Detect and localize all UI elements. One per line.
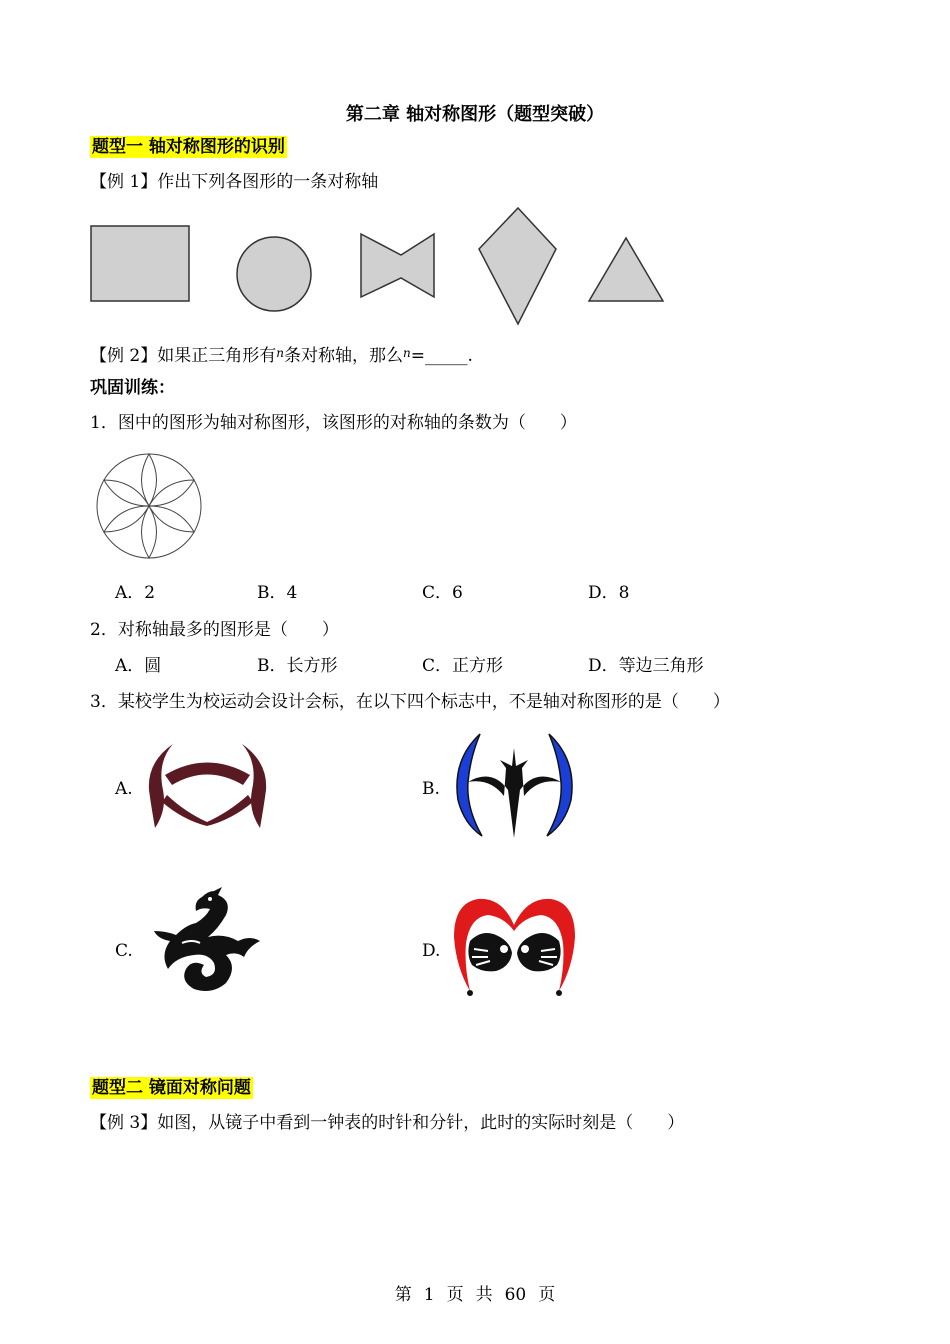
square-shape [91,226,189,301]
question-3-text: 3．某校学生为校运动会设计会标，在以下四个标志中，不是轴对称图形的是（ ） [90,692,730,712]
q2-option-c[interactable]: C．正方形 [422,656,504,676]
flower-figure [93,450,205,562]
page-footer: 第 1 页 共 60 页 [394,1285,556,1305]
logo-d[interactable] [452,895,577,1000]
question-2-text: 2．对称轴最多的图形是（ ） [90,620,339,640]
section-heading-2: 题型二 镜面对称问题 [92,1078,251,1098]
question-1-text: 1．图中的图形为轴对称图形，该图形的对称轴的条数为（ ） [90,413,577,433]
example-2-text: 【例 2】如果正三角形有$^n$条对称轴，那么$^n$=_____. [90,346,473,366]
q1-option-c[interactable]: C．6 [422,583,463,603]
example-3-text: 【例 3】如图，从镜子中看到一钟表的时针和分针，此时的实际时刻是（ ） [90,1113,685,1133]
q2-option-a[interactable]: A．圆 [115,656,162,676]
section-heading-1: 题型一 轴对称图形的识别 [92,137,285,157]
practice-heading: 巩固训练： [90,378,175,398]
example-1-text: 【例 1】作出下列各图形的一条对称轴 [90,172,379,192]
example-1-shapes [85,200,685,330]
q2-option-d[interactable]: D．等边三角形 [588,656,704,676]
triangle-shape [589,238,663,301]
circle-shape [237,237,311,311]
q1-option-a[interactable]: A．2 [115,583,156,603]
q3-option-c-label[interactable]: C. [115,941,133,961]
q3-option-d-label[interactable]: D. [422,941,441,961]
q2-option-b[interactable]: B．长方形 [257,656,338,676]
q1-option-b[interactable]: B．4 [257,583,298,603]
q3-option-a-label[interactable]: A. [115,779,133,799]
page-title: 第二章 轴对称图形（题型突破） [345,104,605,125]
logo-c[interactable] [152,885,262,995]
q1-option-d[interactable]: D．8 [588,583,630,603]
bowtie-shape [361,234,434,297]
kite-shape [479,208,556,324]
logo-a[interactable] [145,740,270,830]
q3-option-b-label[interactable]: B. [422,779,440,799]
logo-b[interactable] [452,730,577,840]
